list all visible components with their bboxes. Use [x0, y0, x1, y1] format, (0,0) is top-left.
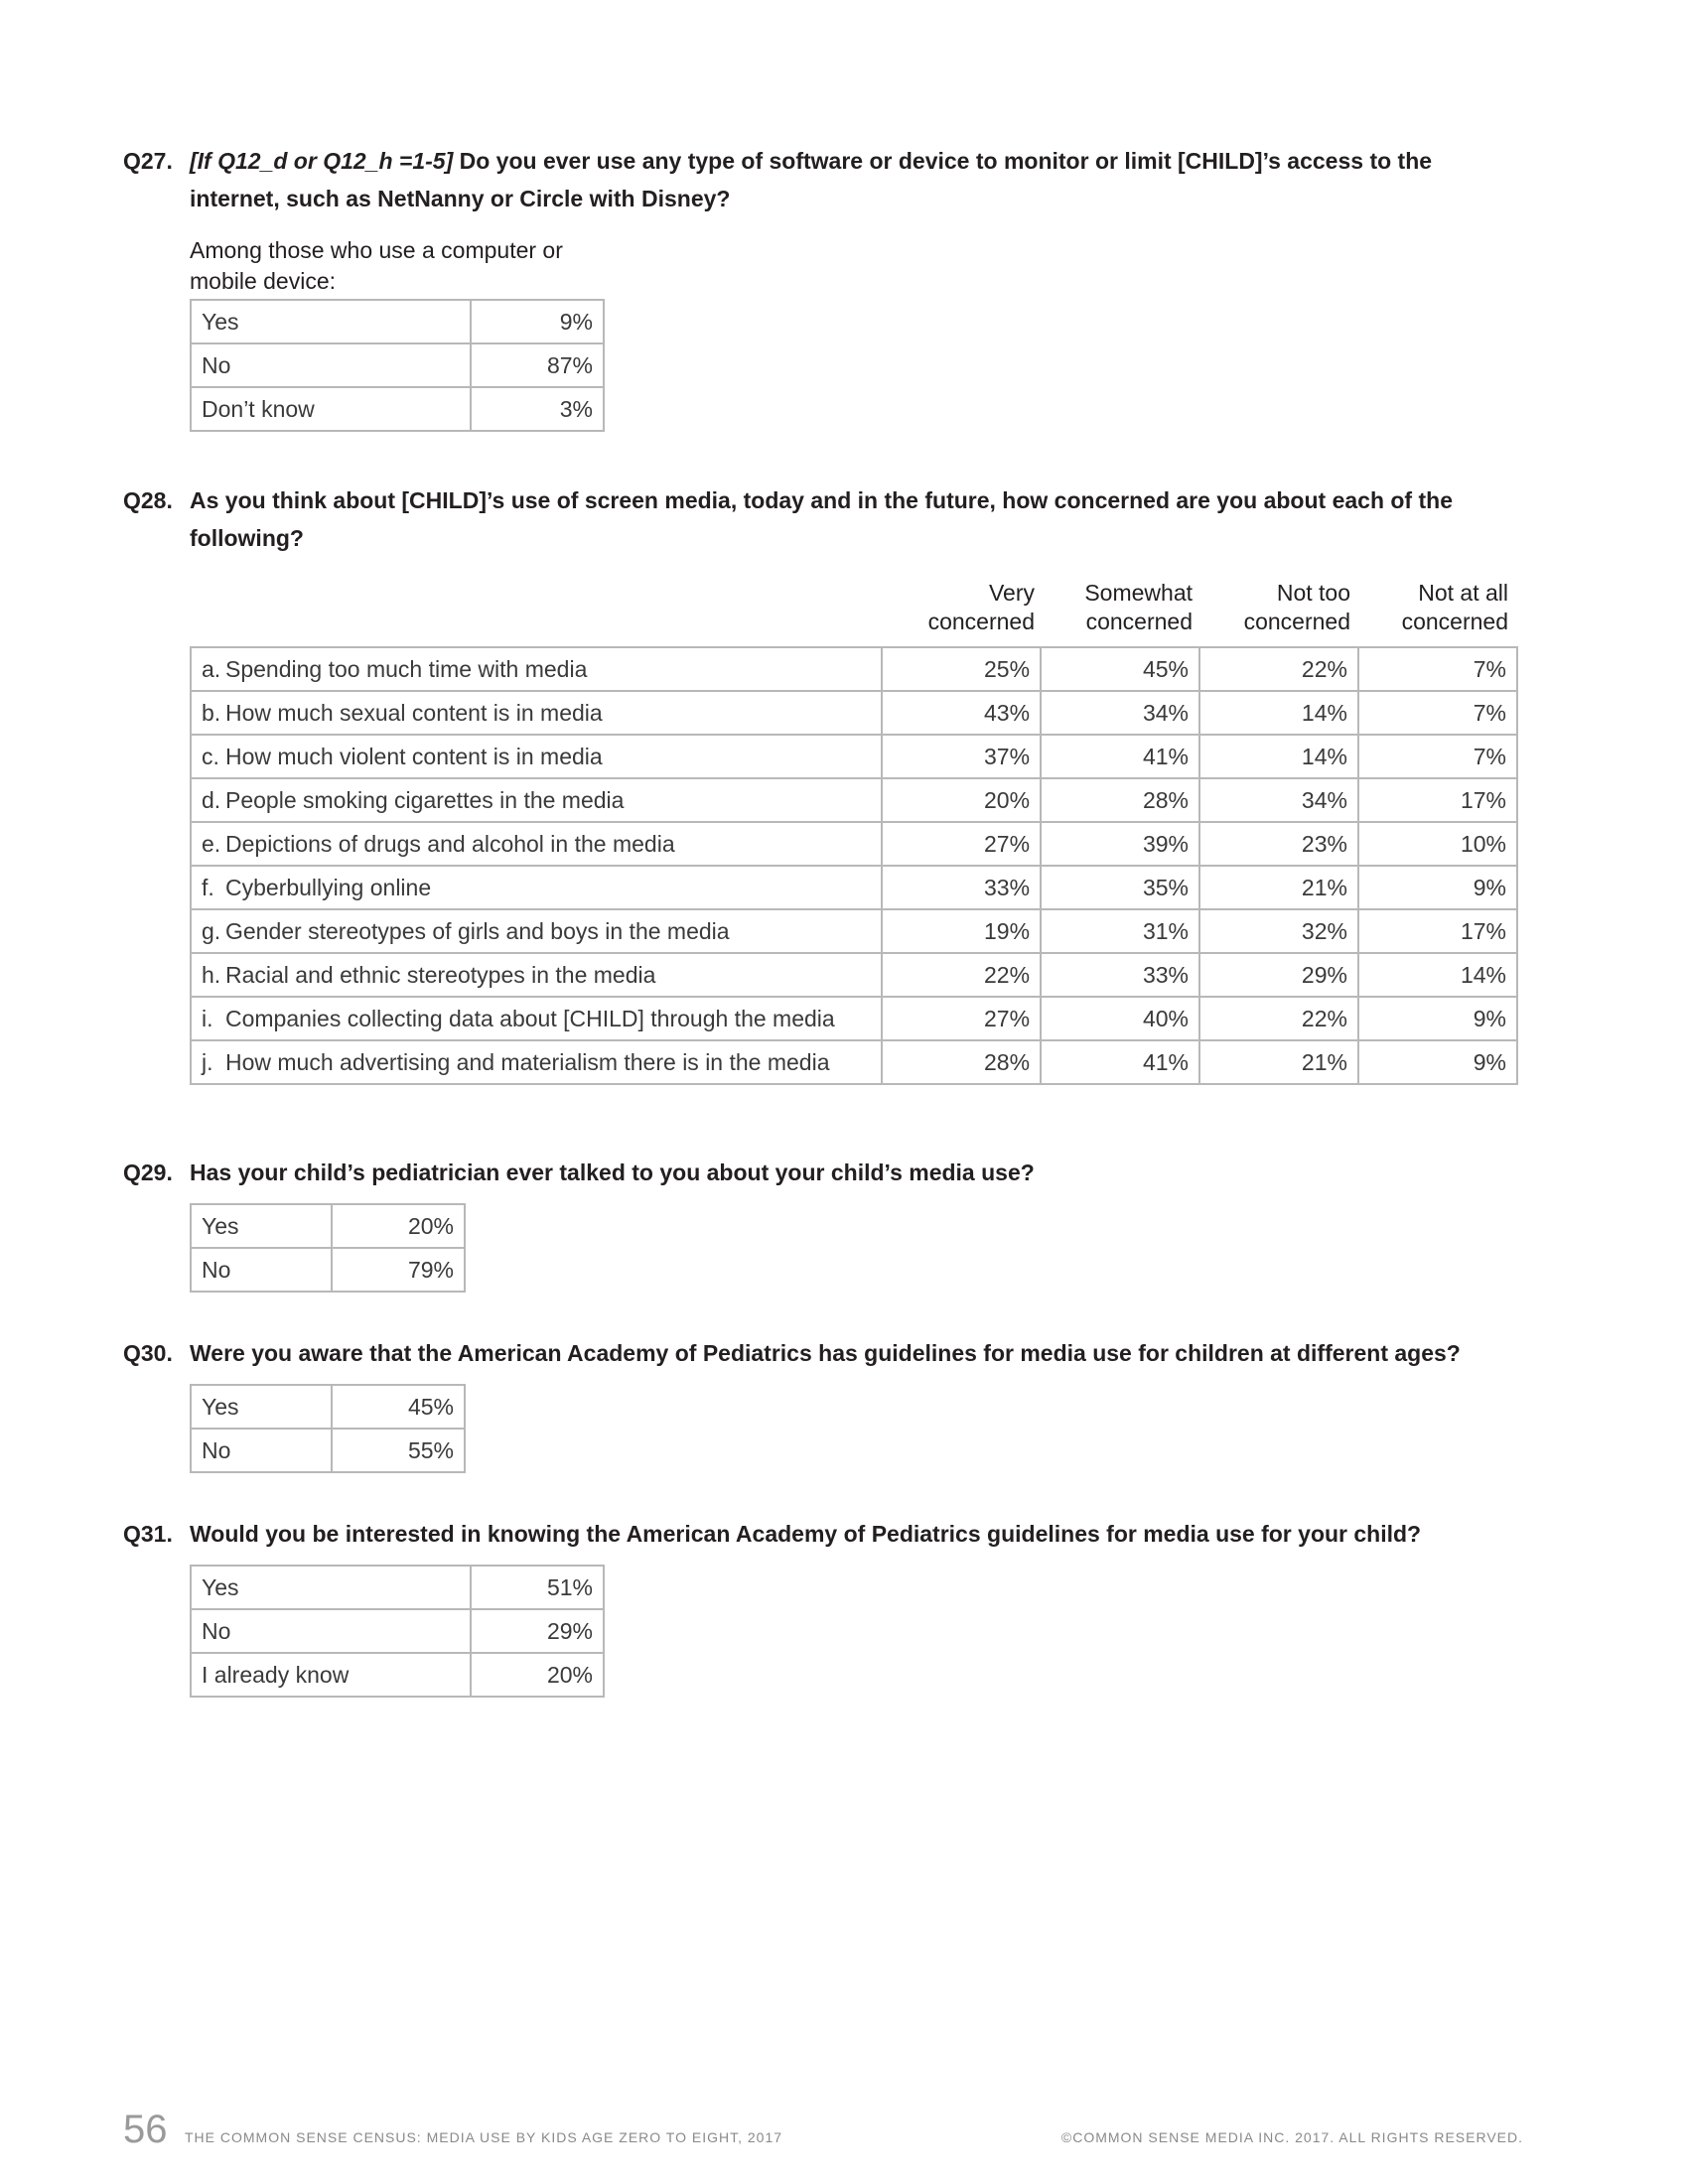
response-label: Yes: [191, 1204, 332, 1248]
response-value: 20%: [332, 1204, 465, 1248]
response-value: 20%: [471, 1653, 604, 1697]
table-row: [191, 1040, 1517, 1084]
percent-cell: 17%: [1358, 778, 1517, 822]
percent-cell: 28%: [1041, 778, 1199, 822]
table-row: [191, 822, 1517, 866]
item-text: Cyberbullying online: [225, 874, 432, 900]
percent-cell: 22%: [1199, 647, 1358, 691]
response-value: 29%: [471, 1609, 604, 1653]
response-label: No: [191, 343, 471, 387]
response-label: Yes: [191, 1385, 332, 1429]
question-number: Q30.: [123, 1340, 173, 1366]
table-row: [191, 1653, 604, 1697]
percent-cell: 34%: [1199, 778, 1358, 822]
response-value: 3%: [471, 387, 604, 431]
table-row: [191, 866, 1517, 909]
table-row: [191, 735, 1517, 778]
item-text: Spending too much time with media: [225, 655, 588, 682]
percent-cell: 10%: [1358, 822, 1517, 866]
item-text: How much violent content is in media: [225, 743, 603, 769]
item-text: People smoking cigarettes in the media: [225, 786, 625, 813]
item-text: Companies collecting data about [CHILD] through the media: [225, 1005, 835, 1031]
item-label: [191, 691, 882, 735]
question-heading: [123, 1515, 1513, 1553]
concern-table: [190, 646, 1518, 1085]
percent-cell: 23%: [1199, 822, 1358, 866]
percent-cell: 7%: [1358, 735, 1517, 778]
question-text: Would you be interested in knowing the American Academy of Pediatrics guidelines for media use for your child?: [190, 1521, 1422, 1547]
percent-cell: 28%: [882, 1040, 1041, 1084]
item-label: [191, 778, 882, 822]
percent-cell: 20%: [882, 778, 1041, 822]
response-value: 9%: [471, 300, 604, 343]
table-row: [191, 300, 604, 343]
percent-cell: 14%: [1199, 735, 1358, 778]
percent-cell: 34%: [1041, 691, 1199, 735]
percent-cell: 9%: [1358, 866, 1517, 909]
question-text: [190, 142, 1513, 217]
table-row: [191, 1385, 465, 1429]
column-header: Not at all concerned: [1401, 580, 1508, 634]
response-table: [190, 1565, 605, 1698]
percent-cell: 7%: [1358, 647, 1517, 691]
column-header: Somewhat concerned: [1084, 580, 1193, 634]
percent-cell: 9%: [1358, 1040, 1517, 1084]
table-row: [191, 1204, 465, 1248]
percent-cell: 33%: [1041, 953, 1199, 997]
percent-cell: 45%: [1041, 647, 1199, 691]
item-label: [191, 647, 882, 691]
response-table: [190, 1203, 466, 1293]
table-row: [191, 997, 1517, 1040]
percent-cell: 39%: [1041, 822, 1199, 866]
percent-cell: 41%: [1041, 1040, 1199, 1084]
item-letter: h.: [202, 961, 221, 988]
item-label: [191, 953, 882, 997]
item-text: Depictions of drugs and alcohol in the media: [225, 830, 675, 857]
column-headers: [190, 571, 1513, 636]
item-label: [191, 997, 882, 1040]
item-letter: a.: [202, 655, 221, 682]
response-label: No: [191, 1609, 471, 1653]
percent-cell: 19%: [882, 909, 1041, 953]
item-text: How much sexual content is in media: [225, 699, 603, 726]
question-body: Do you ever use any type of software or device to monitor or limit [CHILD]’s access to the internet, such as NetNanny or Circle with Disney?: [190, 148, 1433, 211]
question-heading: [123, 1154, 1513, 1191]
question-q28: [123, 481, 1513, 1085]
response-value: 55%: [332, 1429, 465, 1472]
response-value: 79%: [332, 1248, 465, 1292]
item-label: [191, 1040, 882, 1084]
item-letter: i.: [202, 1005, 213, 1031]
item-letter: f.: [202, 874, 214, 900]
table-row: [191, 953, 1517, 997]
item-text: How much advertising and materialism there is in the media: [225, 1048, 830, 1075]
response-label: No: [191, 1429, 332, 1472]
response-label: I already know: [191, 1653, 471, 1697]
percent-cell: 35%: [1041, 866, 1199, 909]
table-row: [191, 387, 604, 431]
item-text: Racial and ethnic stereotypes in the media: [225, 961, 656, 988]
response-value: 45%: [332, 1385, 465, 1429]
column-header: Not too concerned: [1243, 580, 1350, 634]
question-text: Were you aware that the American Academy of Pediatrics has guidelines for media use for children at different ages?: [190, 1340, 1461, 1366]
question-heading: [123, 1334, 1513, 1372]
report-title: THE COMMON SENSE CENSUS: MEDIA USE BY KIDS AGE ZERO TO EIGHT, 2017: [185, 2129, 783, 2145]
question-number: Q31.: [123, 1521, 173, 1547]
response-label: Yes: [191, 300, 471, 343]
question-q27: [123, 142, 1513, 432]
percent-cell: 14%: [1358, 953, 1517, 997]
percent-cell: 22%: [1199, 997, 1358, 1040]
item-letter: j.: [202, 1048, 213, 1075]
percent-cell: 40%: [1041, 997, 1199, 1040]
response-table: [190, 299, 605, 432]
item-label: [191, 909, 882, 953]
question-text: Has your child’s pediatrician ever talked to you about your child’s media use?: [190, 1160, 1035, 1185]
percent-cell: 21%: [1199, 866, 1358, 909]
percent-cell: 22%: [882, 953, 1041, 997]
item-letter: c.: [202, 743, 219, 769]
percent-cell: 29%: [1199, 953, 1358, 997]
item-letter: b.: [202, 699, 221, 726]
column-header: Very concerned: [927, 580, 1035, 634]
table-row: [191, 343, 604, 387]
table-row: [191, 1248, 465, 1292]
page-number: 56: [123, 2108, 168, 2151]
percent-cell: 37%: [882, 735, 1041, 778]
item-text: Gender stereotypes of girls and boys in the media: [225, 917, 730, 944]
percent-cell: 14%: [1199, 691, 1358, 735]
percent-cell: 33%: [882, 866, 1041, 909]
response-label: Don’t know: [191, 387, 471, 431]
question-q30: [123, 1334, 1513, 1473]
question-q31: [123, 1515, 1513, 1698]
percent-cell: 31%: [1041, 909, 1199, 953]
percent-cell: 25%: [882, 647, 1041, 691]
question-number: Q29.: [123, 1160, 173, 1185]
response-value: 87%: [471, 343, 604, 387]
item-label: [191, 822, 882, 866]
percent-cell: 41%: [1041, 735, 1199, 778]
base-note: Among those who use a computer or mobile device:: [190, 237, 563, 294]
item-label: [191, 866, 882, 909]
table-row: [191, 1609, 604, 1653]
question-text: As you think about [CHILD]’s use of screen media, today and in the future, how concerned are you about each of the following?: [190, 487, 1453, 551]
page-footer: [123, 2110, 1523, 2149]
copyright-notice: ©COMMON SENSE MEDIA INC. 2017. ALL RIGHTS RESERVED.: [1060, 2129, 1523, 2145]
percent-cell: 27%: [882, 997, 1041, 1040]
question-heading: [123, 481, 1513, 557]
item-letter: e.: [202, 830, 221, 857]
percent-cell: 9%: [1358, 997, 1517, 1040]
percent-cell: 43%: [882, 691, 1041, 735]
table-row: [191, 778, 1517, 822]
table-row: [191, 647, 1517, 691]
percent-cell: 17%: [1358, 909, 1517, 953]
response-label: No: [191, 1248, 332, 1292]
percent-cell: 27%: [882, 822, 1041, 866]
response-table: [190, 1384, 466, 1473]
percent-cell: 7%: [1358, 691, 1517, 735]
item-letter: d.: [202, 786, 221, 813]
response-label: Yes: [191, 1566, 471, 1609]
table-row: [191, 1429, 465, 1472]
question-condition: [If Q12_d or Q12_h =1-5]: [190, 148, 454, 174]
table-row: [191, 691, 1517, 735]
question-q29: [123, 1154, 1513, 1293]
item-letter: g.: [202, 917, 221, 944]
item-label: [191, 735, 882, 778]
question-number: Q27.: [123, 148, 173, 174]
table-row: [191, 1566, 604, 1609]
question-heading: [123, 142, 1513, 217]
percent-cell: 21%: [1199, 1040, 1358, 1084]
question-number: Q28.: [123, 487, 173, 513]
percent-cell: 32%: [1199, 909, 1358, 953]
response-value: 51%: [471, 1566, 604, 1609]
table-row: [191, 909, 1517, 953]
